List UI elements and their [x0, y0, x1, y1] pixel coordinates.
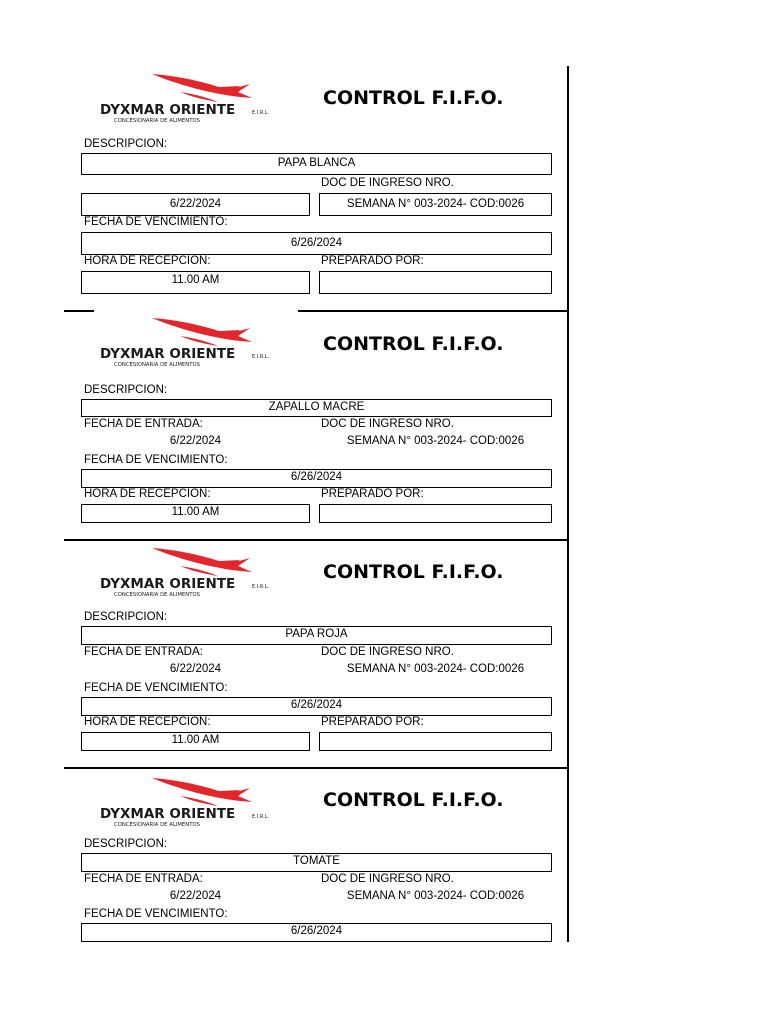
- preparado-por-field[interactable]: [319, 504, 552, 523]
- doc-ingreso-label: DOC DE INGRESO NRO.: [321, 646, 454, 658]
- doc-ingreso-field[interactable]: SEMANA N° 003-2024- COD:0026: [319, 193, 552, 216]
- hora-recepcion-label: HORA DE RECEPCION:: [84, 488, 211, 500]
- cut-line: [64, 767, 568, 769]
- svg-text:CONCESIONARIA DE ALIMENTOS: CONCESIONARIA DE ALIMENTOS: [114, 118, 200, 124]
- preparado-por-label: PREPARADO POR:: [321, 255, 424, 267]
- svg-text:E.I.R.L.: E.I.R.L.: [252, 584, 270, 590]
- svg-text:E.I.R.L.: E.I.R.L.: [252, 110, 270, 116]
- cut-line: [64, 539, 568, 541]
- doc-ingreso-field[interactable]: SEMANA N° 003-2024- COD:0026: [346, 663, 525, 675]
- descripcion-field[interactable]: TOMATE: [81, 853, 552, 872]
- svg-text:DYXMAR ORIENTE: DYXMAR ORIENTE: [100, 346, 236, 362]
- fecha-entrada-field[interactable]: 6/22/2024: [169, 435, 222, 447]
- svg-text:DYXMAR ORIENTE: DYXMAR ORIENTE: [100, 806, 236, 822]
- svg-text:CONCESIONARIA DE ALIMENTOS: CONCESIONARIA DE ALIMENTOS: [114, 822, 200, 828]
- descripcion-label: DESCRIPCION:: [84, 138, 168, 150]
- descripcion-label: DESCRIPCION:: [84, 838, 168, 850]
- cut-line-right: [298, 310, 568, 312]
- company-logo: [100, 544, 290, 600]
- fecha-entrada-field[interactable]: 6/22/2024: [81, 193, 310, 216]
- fecha-vencimiento-field[interactable]: 6/26/2024: [81, 232, 552, 255]
- card-title: CONTROL F.I.F.O.: [323, 87, 504, 109]
- svg-text:CONCESIONARIA DE ALIMENTOS: CONCESIONARIA DE ALIMENTOS: [114, 592, 200, 598]
- company-logo: [100, 774, 290, 830]
- descripcion-field[interactable]: PAPA BLANCA: [81, 153, 552, 175]
- fecha-entrada-field[interactable]: 6/22/2024: [169, 890, 222, 902]
- doc-ingreso-label: DOC DE INGRESO NRO.: [321, 418, 454, 430]
- doc-ingreso-field[interactable]: SEMANA N° 003-2024- COD:0026: [346, 890, 525, 902]
- fecha-entrada-field[interactable]: 6/22/2024: [169, 663, 222, 675]
- doc-ingreso-label: DOC DE INGRESO NRO.: [321, 177, 454, 189]
- fecha-entrada-label: FECHA DE ENTRADA:: [84, 873, 203, 885]
- fecha-entrada-label: FECHA DE ENTRADA:: [84, 646, 203, 658]
- hora-recepcion-label: HORA DE RECEPCION:: [84, 255, 211, 267]
- svg-text:DYXMAR ORIENTE: DYXMAR ORIENTE: [100, 576, 236, 592]
- descripcion-label: DESCRIPCION:: [84, 384, 168, 396]
- page-right-border: [567, 66, 569, 942]
- hora-recepcion-field[interactable]: 11.00 AM: [81, 504, 310, 523]
- company-logo: [100, 70, 290, 126]
- svg-text:CONCESIONARIA DE ALIMENTOS: CONCESIONARIA DE ALIMENTOS: [114, 362, 200, 368]
- hora-recepcion-label: HORA DE RECEPCION:: [84, 716, 211, 728]
- card-title: CONTROL F.I.F.O.: [323, 333, 504, 355]
- company-logo: [100, 314, 290, 370]
- fecha-vencimiento-field[interactable]: 6/26/2024: [81, 923, 552, 942]
- fecha-vencimiento-label: FECHA DE VENCIMIENTO:: [84, 682, 228, 694]
- doc-ingreso-field[interactable]: SEMANA N° 003-2024- COD:0026: [346, 435, 525, 447]
- preparado-por-label: PREPARADO POR:: [321, 488, 424, 500]
- descripcion-label: DESCRIPCION:: [84, 611, 168, 623]
- fecha-entrada-label: FECHA DE ENTRADA:: [84, 418, 203, 430]
- descripcion-field[interactable]: ZAPALLO MACRE: [81, 399, 552, 417]
- cut-line-left: [64, 310, 94, 312]
- fecha-vencimiento-label: FECHA DE VENCIMIENTO:: [84, 908, 228, 920]
- svg-text:DYXMAR ORIENTE: DYXMAR ORIENTE: [100, 102, 236, 118]
- descripcion-field[interactable]: PAPA ROJA: [81, 626, 552, 645]
- card-title: CONTROL F.I.F.O.: [323, 789, 504, 811]
- hora-recepcion-field[interactable]: 11.00 AM: [81, 732, 310, 751]
- fecha-vencimiento-label: FECHA DE VENCIMIENTO:: [84, 216, 228, 228]
- hora-recepcion-field[interactable]: 11.00 AM: [81, 271, 310, 294]
- preparado-por-field[interactable]: [319, 271, 552, 294]
- svg-text:E.I.R.L.: E.I.R.L.: [252, 354, 270, 360]
- fecha-vencimiento-label: FECHA DE VENCIMIENTO:: [84, 454, 228, 466]
- preparado-por-label: PREPARADO POR:: [321, 716, 424, 728]
- doc-ingreso-label: DOC DE INGRESO NRO.: [321, 873, 454, 885]
- preparado-por-field[interactable]: [319, 732, 552, 751]
- fecha-vencimiento-field[interactable]: 6/26/2024: [81, 469, 552, 488]
- card-title: CONTROL F.I.F.O.: [323, 561, 504, 583]
- fecha-vencimiento-field[interactable]: 6/26/2024: [81, 697, 552, 716]
- svg-text:E.I.R.L.: E.I.R.L.: [252, 814, 270, 820]
